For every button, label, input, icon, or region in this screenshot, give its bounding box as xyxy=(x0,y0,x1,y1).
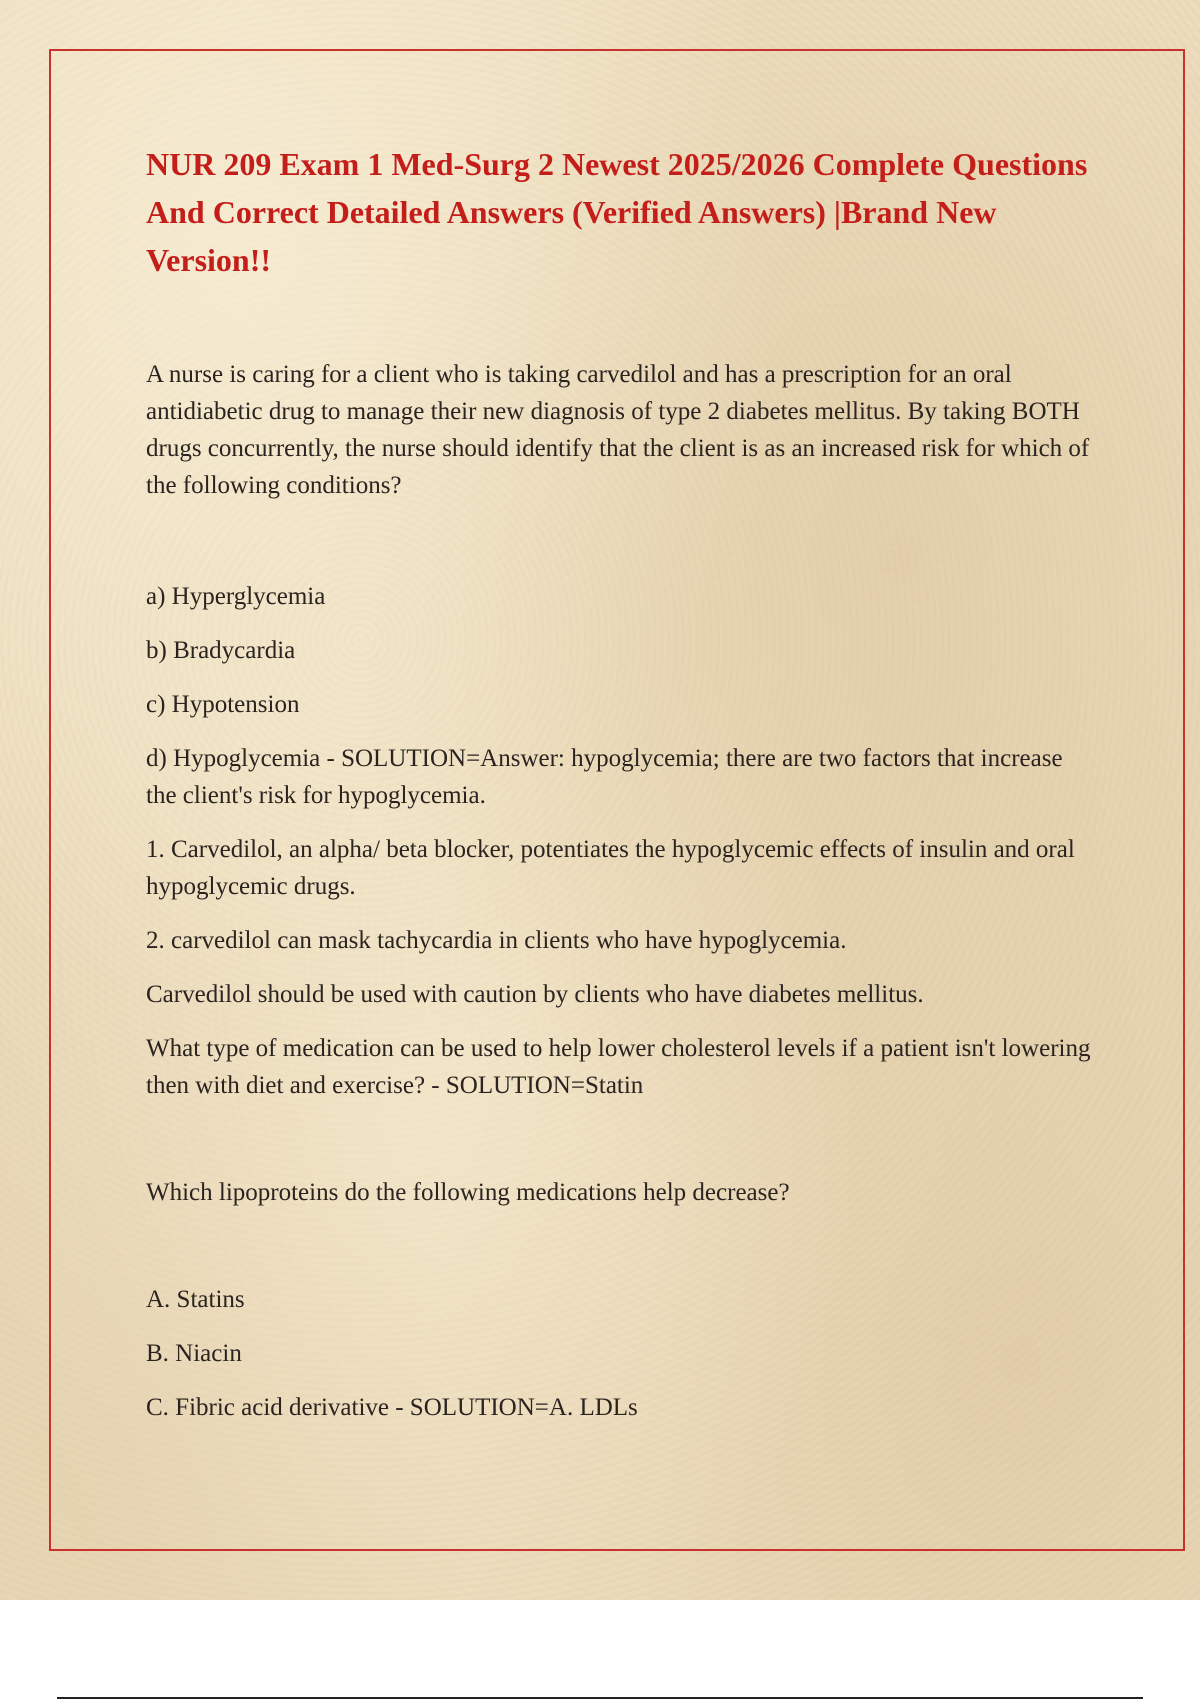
question-1-explanation-3: Carvedilol should be used with caution by clients who have diabetes mellitus. xyxy=(146,981,924,1008)
question-1-option-d: d) Hypoglycemia - SOLUTION=Answer: hypoglycemia; there are two factors that increase the client's risk for hypoglycemia. xyxy=(146,745,1063,809)
question-2-text: What type of medication can be used to help lower cholesterol levels if a patient isn't lowering then with diet and exercise? - SOLUTION=Statin xyxy=(146,1035,1091,1099)
question-1-explanation-2: 2. carvedilol can mask tachycardia in clients who have hypoglycemia. xyxy=(146,927,847,954)
footer-divider xyxy=(57,1697,1143,1699)
question-1-explanation-1: 1. Carvedilol, an alpha/ beta blocker, potentiates the hypoglycemic effects of insulin and oral hypoglycemic drugs. xyxy=(146,836,1075,900)
question-1-option-a: a) Hyperglycemia xyxy=(146,583,326,610)
question-1-text: A nurse is caring for a client who is taking carvedilol and has a prescription for an oral antidiabetic drug to manage their new diagnosis of type 2 diabetes mellitus. By taking BOTH drugs concurrently, the nurse should identify that the client is as an increased risk for which of the following conditions? xyxy=(146,361,1090,499)
question-1-option-b: b) Bradycardia xyxy=(146,637,296,664)
question-3-text: Which lipoproteins do the following medications help decrease? xyxy=(146,1179,790,1206)
document-content xyxy=(146,140,1091,1426)
question-3-option-c: C. Fibric acid derivative - SOLUTION=A. LDLs xyxy=(146,1394,638,1421)
question-1-option-c: c) Hypotension xyxy=(146,691,300,718)
question-3-option-a: A. Statins xyxy=(146,1286,245,1313)
question-3-option-b: B. Niacin xyxy=(146,1340,242,1367)
document-title: NUR 209 Exam 1 Med-Surg 2 Newest 2025/2026 Complete Questions And Correct Detailed Answers (Verified Answers) |Brand New Version!! xyxy=(146,146,1088,278)
